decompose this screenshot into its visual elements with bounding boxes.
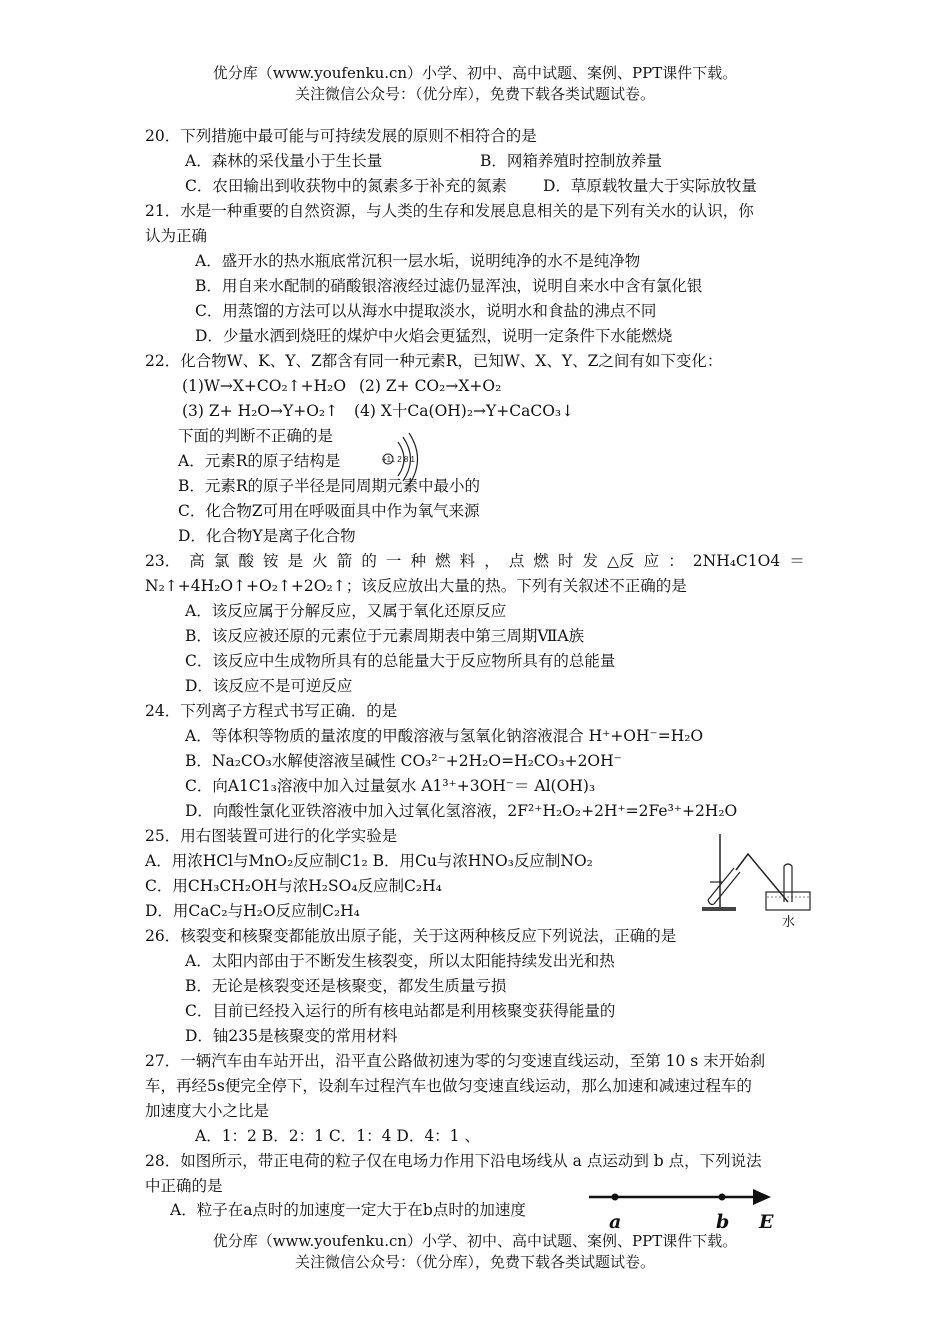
q23-option-a: A．该反应属于分解反应，又属于氧化还原反应 bbox=[185, 602, 507, 620]
stand-base bbox=[702, 907, 736, 911]
q22-option-b: B．元素R的原子半径是同周期元素中最小的 bbox=[178, 477, 481, 495]
q23-stem-1-word: 种 bbox=[410, 552, 427, 570]
q26-option-d: D．铀235是核聚变的常用材料 bbox=[185, 1027, 398, 1045]
q25-option-ab: A．用浓HCl与MnO₂反应制C1₂ B．用Cu与浓HNO₃反应制NO₂ bbox=[145, 852, 593, 870]
q23-stem-1-word: 高 bbox=[189, 552, 205, 570]
q23-option-d: D．该反应不是可逆反应 bbox=[185, 677, 353, 695]
q22-reaction-2: (2) Z+ CO₂→X+O₂ bbox=[359, 377, 502, 395]
q26-stem: 26．核裂变和核聚变都能放出原子能，关于这两种核反应下列说法，正确的是 bbox=[145, 927, 677, 945]
q24-stem: 24．下列离子方程式书写正确．的是 bbox=[145, 702, 398, 720]
label-b: b bbox=[716, 1211, 730, 1233]
q23-stem-1-word: 的 bbox=[361, 552, 377, 570]
q23-stem-1-word: 箭 bbox=[336, 552, 353, 570]
q23-stem-1-word: 2NH₄C1O4 bbox=[692, 552, 781, 570]
q23-stem-1-word: 应 bbox=[643, 552, 660, 570]
q23-stem-1-word: ＝ bbox=[789, 552, 805, 570]
q21-stem-2: 认为正确 bbox=[145, 227, 208, 245]
q23-stem-1-word: 料 bbox=[459, 552, 476, 570]
header-line-2: 关注微信公众号：（优分库），免费下载各类试题试卷。 bbox=[294, 85, 655, 103]
q23-stem-1-word: 时 bbox=[557, 552, 574, 570]
q23-stem-1-word: 氯 bbox=[213, 552, 230, 570]
q22-stem: 22．化合物W、K、Y、Z都含有同一种元素R，已知W、X、Y、Z之间有如下变化： bbox=[145, 352, 723, 370]
footer-line-1: 优分库（www.youfenku.cn）小学、初中、高中试题、案例、PPT课件下载。 bbox=[212, 1232, 738, 1250]
q22-reaction-4: (4) X十Ca(OH)₂→Y+CaCO₃↓ bbox=[354, 402, 575, 420]
q23-stem-1-word: 是 bbox=[287, 552, 304, 570]
collecting-tube bbox=[784, 864, 792, 902]
q23-stem-1-word: 点 bbox=[508, 552, 525, 570]
q27-options: A．1：2 B．2：1 C．1：4 D．4：1 、 bbox=[195, 1127, 480, 1145]
q25-option-c: C．用CH₃CH₂OH与浓H₂SO₄反应制C₂H₄ bbox=[145, 877, 442, 895]
point-a bbox=[612, 1194, 619, 1201]
q25-stem: 25．用右图装置可进行的化学实验是 bbox=[145, 827, 398, 845]
q24-option-c: C．向A1C1₃溶液中加入过量氨水 A1³⁺+3OH⁻＝ Al(OH)₃ bbox=[185, 777, 596, 795]
q22-option-a: A．元素R的原子结构是 bbox=[178, 452, 341, 470]
label-e: E bbox=[759, 1211, 774, 1233]
q23-stem-1-word: 发 bbox=[582, 552, 599, 570]
q23-stem-1-word: 燃 bbox=[533, 552, 549, 570]
q24-option-d: D．向酸性氯化亚铁溶液中加入过氧化氢溶液，2F²⁺H₂O₂+2H⁺=2Fe³⁺+2H₂O bbox=[185, 802, 738, 820]
q28-stem-1: 28．如图所示，带正电荷的粒子仅在电场力作用下沿电场线从 a 点运动到 b 点，下列说法 bbox=[145, 1152, 762, 1170]
q21-option-c: C．用蒸馏的方法可以从海水中提取淡水，说明水和食盐的沸点不同 bbox=[195, 302, 657, 320]
field-arrowhead bbox=[753, 1189, 771, 1205]
delivery-tube bbox=[736, 854, 788, 902]
q21-stem-1: 21．水是一种重要的自然资源，与人类的生存和发展息息相关的是下列有关水的认识，你 bbox=[145, 202, 754, 220]
q23-stem-1 bbox=[145, 551, 805, 571]
q20-option-c: C．农田输出到收获物中的氮素多于补充的氮素 bbox=[185, 177, 507, 195]
q20-option-b: B．网箱养殖时控制放养量 bbox=[480, 152, 662, 170]
q21-option-d: D．少量水洒到烧旺的煤炉中火焰会更猛烈，说明一定条件下水能燃烧 bbox=[195, 327, 673, 345]
gas-collection-apparatus-diagram bbox=[700, 830, 815, 930]
q23-stem-1-word: △反 bbox=[607, 552, 635, 570]
q22-ask: 下面的判断不正确的是 bbox=[178, 427, 334, 445]
point-b bbox=[719, 1194, 726, 1201]
test-tube bbox=[708, 868, 740, 905]
q27-stem-3: 加速度大小之比是 bbox=[145, 1102, 270, 1120]
q22-reaction-3: (3) Z+ H₂O→Y+O₂↑ bbox=[182, 402, 339, 420]
q26-option-a: A．太阳内部由于不断发生核裂变，所以太阳能持续发出光和热 bbox=[185, 952, 615, 970]
q23-stem-1-word: ： bbox=[668, 552, 684, 570]
q23-option-c: C．该反应中生成物所具有的总能量大于反应物所具有的总能量 bbox=[185, 652, 616, 670]
q24-option-a: A．等体积等物质的量浓度的甲酸溶液与氢氧化钠溶液混合 H⁺+OH⁻=H₂O bbox=[185, 727, 704, 745]
q23-stem-1-word: 酸 bbox=[238, 552, 254, 570]
q23-stem-2: N₂↑+4H₂O↑+O₂↑+2O₂↑；该反应放出大量的热。下列有关叙述不正确的是 bbox=[145, 577, 687, 595]
q20-stem: 20．下列措施中最可能与可持续发展的原则不相符合的是 bbox=[145, 127, 537, 145]
q22-option-c: C．化合物Z可用在呼吸面具中作为氧气来源 bbox=[178, 502, 480, 520]
q28-stem-2: 中正确的是 bbox=[145, 1177, 223, 1195]
q22-reaction-1: (1)W→X+CO₂↑+H₂O bbox=[182, 377, 347, 395]
q23-stem-1-word: ， bbox=[484, 552, 500, 570]
q25-option-d: D．用CaC₂与H₂O反应制C₂H₄ bbox=[145, 902, 360, 920]
q20-option-a: A．森林的采伐量小于生长量 bbox=[185, 152, 383, 170]
electric-field-line-diagram bbox=[585, 1184, 775, 1234]
q26-option-b: B．无论是核裂变还是核聚变，都发生质量亏损 bbox=[185, 977, 507, 995]
q21-option-b: B．用自来水配制的硝酸银溶液经过滤仍显浑浊，说明自来水中含有氯化银 bbox=[195, 277, 703, 295]
q23-stem-1-word: 火 bbox=[312, 552, 328, 570]
q26-option-c: C．目前已经投入运行的所有核电站都是利用核聚变获得能量的 bbox=[185, 1002, 616, 1020]
q23-option-b: B．该反应被还原的元素位于元素周期表中第三周期ⅦA族 bbox=[185, 627, 585, 645]
q28-option-a: A．粒子在a点时的加速度一定大于在b点时的加速度 bbox=[170, 1201, 526, 1219]
q23-stem-1-word: 铵 bbox=[263, 552, 279, 570]
header-line-1: 优分库（www.youfenku.cn）小学、初中、高中试题、案例、PPT课件下载。 bbox=[212, 64, 738, 82]
q27-stem-1: 27．一辆汽车由车站开出，沿平直公路做初速为零的匀变速直线运动，至第 10 s 末开始刹 bbox=[145, 1052, 766, 1070]
label-a: a bbox=[609, 1211, 622, 1233]
q23-stem-1-word: 燃 bbox=[435, 552, 451, 570]
q21-option-a: A．盛开水的热水瓶底常沉积一层水垢，说明纯净的水不是纯净物 bbox=[195, 252, 641, 270]
q23-stem-1-word: 23． bbox=[145, 552, 181, 570]
q24-option-b: B．Na₂CO₃水解使溶液呈碱性 CO₃²⁻+2H₂O=H₂CO₃+2OH⁻ bbox=[185, 752, 622, 770]
q27-stem-2: 车，再经5s便完全停下，设刹车过程汽车也做匀变速直线运动，那么加速和减速过程车的 bbox=[145, 1077, 752, 1095]
water-label: 水 bbox=[782, 915, 796, 930]
atom-label: +11 2 8 1 bbox=[382, 455, 415, 464]
q23-stem-1-word: 一 bbox=[385, 552, 402, 570]
q20-option-d: D．草原载牧量大于实际放牧量 bbox=[543, 177, 757, 195]
q22-option-d: D．化合物Y是离子化合物 bbox=[178, 527, 356, 545]
footer-line-2: 关注微信公众号：（优分库），免费下载各类试题试卷。 bbox=[294, 1253, 655, 1271]
